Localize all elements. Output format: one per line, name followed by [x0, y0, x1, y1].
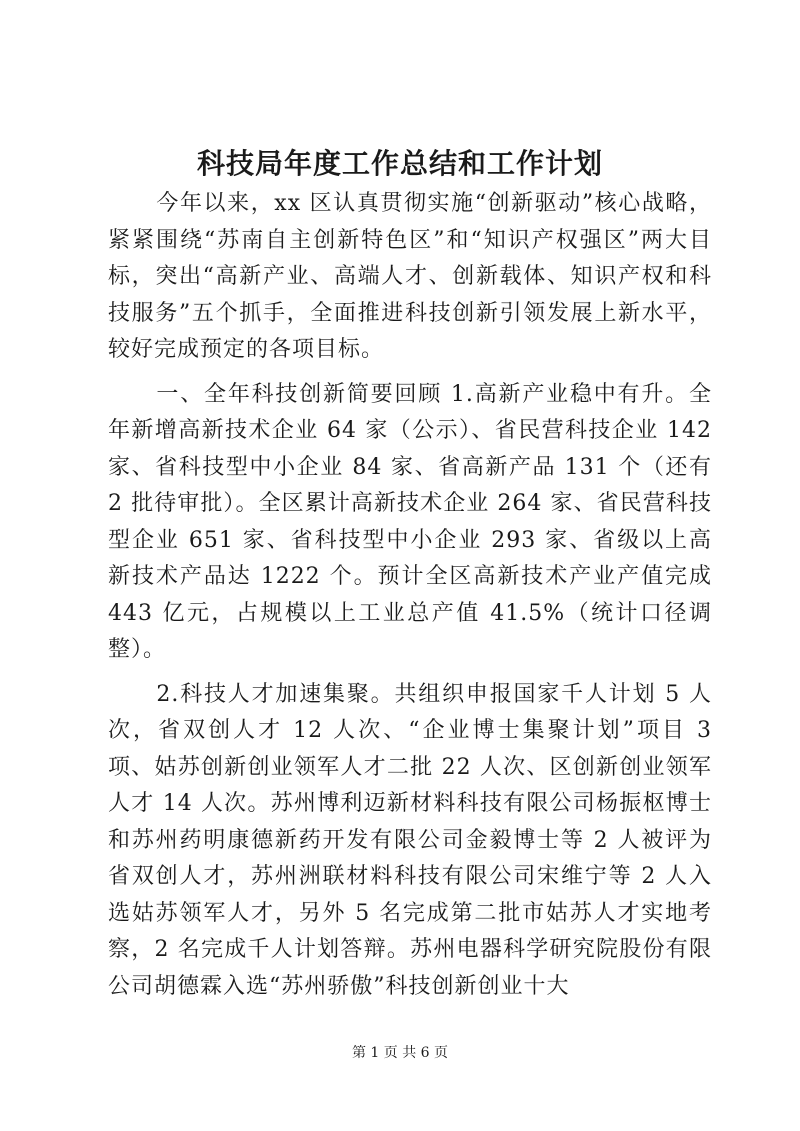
paragraph-high-tech-industry: 一、全年科技创新简要回顾 1.高新产业稳中有升。全年新增高新技术企业 64 家（公示）、省民营科技企业 142 家、省科技型中小企业 84 家、省高新产品 131 个（还有 2 批待审批）。全区累计高新技术企业 264 家、省民营科技型企业 651 家、省科技型中小企业 293 家、省级以上高新技术产品达 1222 个。预计全区高新技术产业产值完成 443 亿元，占规模以上工业总产值 41.5%（统计口径调整）。: [108, 381, 712, 662]
page-number-footer: 第 1 页 共 6 页: [351, 1045, 449, 1061]
document-body: [108, 186, 712, 1005]
paragraph-talent: 2.科技人才加速集聚。共组织申报国家千人计划 5 人次，省双创人才 12 人次、“企业博士集聚计划”项目 3 项、姑苏创新创业领军人才二批 22 人次、区创新创业领军人才 14 人次。苏州博利迈新材料科技有限公司杨振枢博士和苏州药明康德新药开发有限公司金毅博士等 2 人被评为省双创人才，苏州洲联材料科技有限公司宋维宁等 2 人入选姑苏领军人才，另外 5 名完成第二批市姑苏人才实地考察，2 名完成千人计划答辩。苏州电器科学研究院股份有限公司胡德霖入选“苏州骄傲”科技创新创业十大: [108, 681, 712, 999]
paragraph-intro: 今年以来，xx 区认真贯彻实施“创新驱动”核心战略，紧紧围绕“苏南自主创新特色区”和“知识产权强区”两大目标，突出“高新产业、高端人才、创新载体、知识产权和科技服务”五个抓手，全面推进科技创新引领发展上新水平，较好完成预定的各项目标。: [108, 191, 712, 362]
document-title: 科技局年度工作总结和工作计划: [196, 147, 603, 180]
